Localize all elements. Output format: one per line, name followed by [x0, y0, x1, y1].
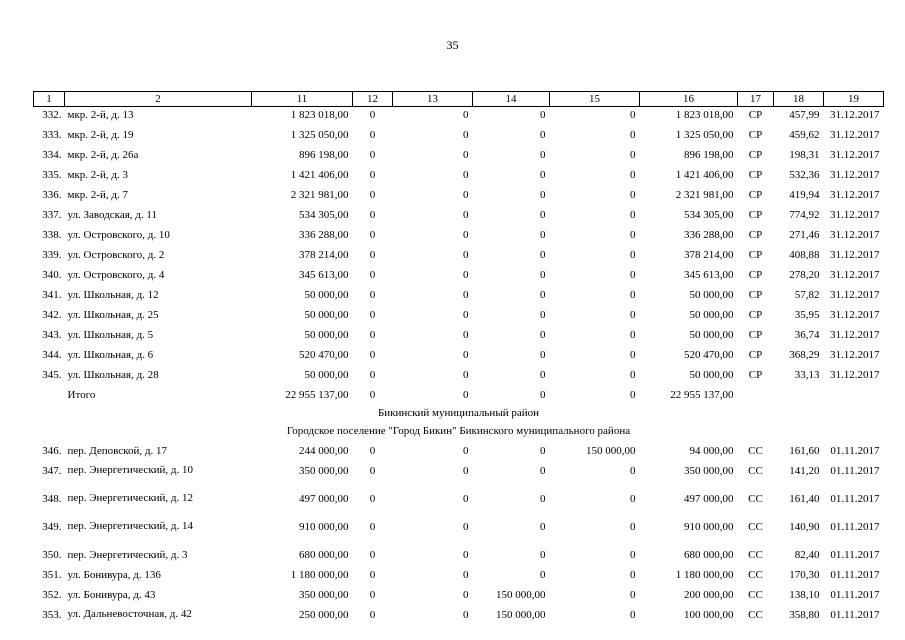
cell-col13: 0 [463, 609, 469, 621]
cell-col17: СР [748, 229, 763, 241]
cell-col14: 150 000,00 [496, 609, 546, 621]
cell-col19: 01.11.2017 [830, 465, 880, 477]
cell-col15: 0 [630, 309, 636, 321]
column-header: 13 [393, 92, 473, 107]
cell-col13: 0 [463, 209, 469, 221]
cell-col17: СР [748, 109, 763, 121]
cell-col11: 350 000,00 [299, 465, 349, 477]
cell-col15: 0 [630, 249, 636, 261]
cell-col13: 0 [463, 549, 469, 561]
address-cell: пер. Деповской, д. 17 [67, 445, 167, 457]
cell-col18: 278,20 [789, 269, 820, 281]
table-row [34, 167, 884, 187]
cell-col14: 0 [540, 129, 546, 141]
cell-col15: 0 [630, 589, 636, 601]
address-cell: ул. Островского, д. 4 [67, 269, 165, 281]
row-number: 333. [42, 129, 62, 141]
cell-col11: 378 214,00 [299, 249, 349, 261]
cell-col16: 896 198,00 [684, 149, 734, 161]
cell-col12: 0 [369, 149, 376, 161]
cell-col14: 0 [540, 249, 546, 261]
data-table [33, 91, 884, 635]
cell-col17: СС [748, 493, 763, 505]
cell-col16: 680 000,00 [684, 549, 734, 561]
cell-col19: 31.12.2017 [830, 229, 880, 241]
cell-col18: 774,92 [789, 209, 820, 221]
cell-col19: 31.12.2017 [830, 349, 880, 361]
cell-col16: 50 000,00 [689, 329, 734, 341]
cell-col14: 150 000,00 [496, 589, 546, 601]
total-col11: 22 955 137,00 [285, 389, 349, 401]
total-col15: 0 [630, 389, 636, 401]
cell-col13: 0 [463, 169, 469, 181]
address-cell: ул. Школьная, д. 25 [67, 309, 159, 321]
cell-col13: 0 [463, 369, 469, 381]
cell-col16: 50 000,00 [689, 309, 734, 321]
cell-col12: 0 [369, 249, 376, 261]
cell-col17: СС [748, 609, 763, 621]
total-col13: 0 [463, 389, 469, 401]
cell-col11: 680 000,00 [299, 549, 349, 561]
cell-col12: 0 [369, 609, 376, 621]
cell-col14: 0 [540, 209, 546, 221]
address-cell: ул. Бонивура, д. 136 [67, 569, 161, 581]
cell-col17: СР [748, 149, 763, 161]
cell-col13: 0 [463, 129, 469, 141]
cell-col13: 0 [463, 309, 469, 321]
row-number: 344. [42, 349, 62, 361]
cell-col15: 0 [630, 229, 636, 241]
cell-col12: 0 [369, 169, 376, 181]
cell-col14: 0 [540, 149, 546, 161]
table-row [34, 587, 884, 607]
cell-col14: 0 [540, 549, 546, 561]
cell-col16: 350 000,00 [684, 465, 734, 477]
row-number: 340. [42, 269, 62, 281]
table-body [34, 107, 884, 636]
cell-col15: 0 [630, 369, 636, 381]
row-number: 338. [42, 229, 62, 241]
total-label: Итого [67, 389, 96, 401]
table-row [34, 567, 884, 587]
cell-col13: 0 [463, 445, 469, 457]
cell-col19: 31.12.2017 [830, 369, 880, 381]
cell-col16: 1 421 406,00 [675, 169, 734, 181]
cell-col18: 138,10 [789, 589, 820, 601]
cell-col14: 0 [540, 309, 546, 321]
cell-col12: 0 [369, 269, 376, 281]
cell-col19: 31.12.2017 [830, 109, 880, 121]
column-header: 17 [738, 92, 774, 107]
cell-col11: 534 305,00 [299, 209, 349, 221]
table-row [34, 127, 884, 147]
row-number: 350. [42, 549, 62, 561]
column-header: 12 [353, 92, 393, 107]
cell-col12: 0 [369, 229, 376, 241]
cell-col15: 0 [630, 465, 636, 477]
column-header: 19 [824, 92, 884, 107]
table-row [34, 443, 884, 463]
cell-col17: СС [748, 445, 763, 457]
table-row [34, 367, 884, 387]
cell-col12: 0 [369, 589, 376, 601]
cell-col15: 0 [630, 329, 636, 341]
cell-col12: 0 [369, 465, 376, 477]
table-row [34, 307, 884, 327]
cell-col17: СР [748, 349, 763, 361]
cell-col11: 50 000,00 [304, 329, 349, 341]
cell-col19: 01.11.2017 [830, 549, 880, 561]
column-header: 16 [640, 92, 738, 107]
cell-col19: 01.11.2017 [830, 569, 880, 581]
cell-col16: 910 000,00 [684, 521, 734, 533]
cell-col12: 0 [369, 521, 376, 533]
row-number: 339. [42, 249, 62, 261]
table-row [34, 607, 884, 635]
table-row [34, 491, 884, 519]
column-header: 2 [65, 92, 252, 107]
cell-col18: 82,40 [794, 549, 820, 561]
table-row [34, 247, 884, 267]
row-number: 336. [42, 189, 62, 201]
total-col12: 0 [369, 389, 376, 401]
cell-col18: 35,95 [794, 309, 820, 321]
cell-col17: СС [748, 521, 763, 533]
cell-col14: 0 [540, 349, 546, 361]
address-cell: ул. Дальневосточная, д. 42 [67, 608, 192, 620]
cell-col19: 31.12.2017 [830, 289, 880, 301]
cell-col17: СР [748, 129, 763, 141]
cell-col12: 0 [369, 549, 376, 561]
cell-col16: 50 000,00 [689, 369, 734, 381]
cell-col19: 31.12.2017 [830, 329, 880, 341]
cell-col17: СС [748, 549, 763, 561]
table-row [34, 147, 884, 167]
cell-col14: 0 [540, 465, 546, 477]
cell-col12: 0 [369, 349, 376, 361]
cell-col11: 336 288,00 [299, 229, 349, 241]
cell-col18: 140,90 [789, 521, 820, 533]
cell-col12: 0 [369, 109, 376, 121]
cell-col16: 100 000,00 [684, 609, 734, 621]
cell-col14: 0 [540, 169, 546, 181]
cell-col11: 345 613,00 [299, 269, 349, 281]
row-number: 343. [42, 329, 62, 341]
cell-col17: СС [748, 589, 763, 601]
row-number: 332. [42, 109, 62, 121]
cell-col16: 2 321 981,00 [675, 189, 734, 201]
cell-col14: 0 [540, 329, 546, 341]
cell-col14: 0 [540, 229, 546, 241]
cell-col19: 31.12.2017 [830, 269, 880, 281]
empty-cell [824, 387, 884, 407]
cell-col15: 0 [630, 289, 636, 301]
cell-col15: 0 [630, 109, 636, 121]
cell-col13: 0 [463, 289, 469, 301]
cell-col11: 1 180 000,00 [290, 569, 349, 581]
cell-col11: 244 000,00 [299, 445, 349, 457]
cell-col18: 532,36 [789, 169, 820, 181]
column-header: 11 [252, 92, 353, 107]
cell-col13: 0 [463, 149, 469, 161]
cell-col12: 0 [369, 493, 376, 505]
cell-col15: 0 [630, 569, 636, 581]
cell-col13: 0 [463, 349, 469, 361]
row-number: 345. [42, 369, 62, 381]
cell-col15: 0 [630, 549, 636, 561]
cell-col17: СС [748, 465, 763, 477]
cell-col18: 419,94 [789, 189, 820, 201]
cell-col16: 50 000,00 [689, 289, 734, 301]
cell-col19: 01.11.2017 [830, 521, 880, 533]
column-header: 18 [774, 92, 824, 107]
total-col14: 0 [540, 389, 546, 401]
cell-col15: 0 [630, 149, 636, 161]
address-cell: пер. Энергетический, д. 3 [67, 549, 188, 561]
cell-col11: 50 000,00 [304, 289, 349, 301]
cell-col11: 350 000,00 [299, 589, 349, 601]
cell-col14: 0 [540, 369, 546, 381]
address-cell: ул. Школьная, д. 28 [67, 369, 159, 381]
cell-col19: 31.12.2017 [830, 249, 880, 261]
address-cell: ул. Школьная, д. 12 [67, 289, 159, 301]
cell-col11: 497 000,00 [299, 493, 349, 505]
cell-col12: 0 [369, 309, 376, 321]
cell-col18: 457,99 [789, 109, 820, 121]
cell-col17: СР [748, 249, 763, 261]
cell-col15: 150 000,00 [586, 445, 636, 457]
cell-col18: 198,31 [789, 149, 820, 161]
cell-col18: 161,60 [789, 445, 820, 457]
row-number: 347. [42, 465, 62, 477]
row-number: 342. [42, 309, 62, 321]
column-header: 1 [34, 92, 65, 107]
cell-col18: 271,46 [789, 229, 820, 241]
row-number: 346. [42, 445, 62, 457]
cell-col11: 520 470,00 [299, 349, 349, 361]
cell-col12: 0 [369, 329, 376, 341]
header-row [34, 92, 884, 107]
cell-col19: 31.12.2017 [830, 149, 880, 161]
cell-col11: 50 000,00 [304, 369, 349, 381]
section-heading-row [34, 425, 884, 443]
empty-cell [774, 387, 824, 407]
cell-col19: 31.12.2017 [830, 209, 880, 221]
cell-col14: 0 [540, 109, 546, 121]
section-heading-row [34, 407, 884, 425]
address-cell: мкр. 2-й, д. 3 [67, 169, 128, 181]
cell-col15: 0 [630, 609, 636, 621]
cell-col16: 520 470,00 [684, 349, 734, 361]
address-cell: мкр. 2-й, д. 19 [67, 129, 134, 141]
cell-col16: 378 214,00 [684, 249, 734, 261]
address-cell: ул. Школьная, д. 6 [67, 349, 154, 361]
cell-col17: СР [748, 269, 763, 281]
cell-col17: СР [748, 189, 763, 201]
cell-col15: 0 [630, 521, 636, 533]
row-number: 348. [42, 493, 62, 505]
row-number: 353. [42, 609, 62, 621]
cell-col17: СР [748, 289, 763, 301]
cell-col13: 0 [463, 329, 469, 341]
cell-col19: 31.12.2017 [830, 129, 880, 141]
cell-col13: 0 [463, 109, 469, 121]
cell-col15: 0 [630, 269, 636, 281]
cell-col17: СР [748, 369, 763, 381]
cell-col13: 0 [463, 465, 469, 477]
cell-col13: 0 [463, 229, 469, 241]
cell-col16: 94 000,00 [689, 445, 734, 457]
address-cell: пер. Энергетический, д. 14 [67, 520, 194, 532]
cell-col11: 910 000,00 [299, 521, 349, 533]
cell-col11: 896 198,00 [299, 149, 349, 161]
table-row [34, 463, 884, 491]
address-cell: ул. Островского, д. 10 [67, 229, 170, 241]
cell-col14: 0 [540, 289, 546, 301]
cell-col17: СР [748, 329, 763, 341]
column-header: 15 [550, 92, 640, 107]
empty-cell [34, 387, 65, 407]
cell-col15: 0 [630, 349, 636, 361]
cell-col16: 345 613,00 [684, 269, 734, 281]
cell-col18: 408,88 [789, 249, 820, 261]
row-number: 351. [42, 569, 62, 581]
cell-col17: СР [748, 169, 763, 181]
cell-col19: 31.12.2017 [830, 189, 880, 201]
cell-col18: 33,13 [794, 369, 820, 381]
table-row [34, 287, 884, 307]
cell-col15: 0 [630, 493, 636, 505]
cell-col18: 36,74 [794, 329, 820, 341]
cell-col19: 01.11.2017 [830, 445, 880, 457]
cell-col16: 1 823 018,00 [675, 109, 734, 121]
table-row [34, 547, 884, 567]
cell-col11: 1 421 406,00 [290, 169, 349, 181]
cell-col16: 497 000,00 [684, 493, 734, 505]
cell-col17: СС [748, 569, 763, 581]
total-col16: 22 955 137,00 [670, 389, 734, 401]
cell-col18: 57,82 [794, 289, 820, 301]
cell-col11: 1 325 050,00 [290, 129, 349, 141]
cell-col13: 0 [463, 589, 469, 601]
row-number: 341. [42, 289, 62, 301]
cell-col14: 0 [540, 445, 546, 457]
cell-col11: 2 321 981,00 [290, 189, 349, 201]
address-cell: мкр. 2-й, д. 7 [67, 189, 128, 201]
cell-col18: 358,80 [789, 609, 820, 621]
cell-col11: 250 000,00 [299, 609, 349, 621]
cell-col11: 1 823 018,00 [290, 109, 349, 121]
table-row [34, 207, 884, 227]
cell-col16: 534 305,00 [684, 209, 734, 221]
cell-col15: 0 [630, 189, 636, 201]
table-row [34, 107, 884, 128]
empty-cell [738, 387, 774, 407]
cell-col16: 200 000,00 [684, 589, 734, 601]
table-row [34, 347, 884, 367]
address-cell: пер. Энергетический, д. 10 [67, 464, 194, 476]
cell-col18: 161,40 [789, 493, 820, 505]
cell-col18: 141,20 [789, 465, 820, 477]
cell-col19: 01.11.2017 [830, 589, 880, 601]
column-header: 14 [473, 92, 550, 107]
cell-col12: 0 [369, 445, 376, 457]
table-row [34, 267, 884, 287]
section-heading: Городское поселение "Город Бикин" Бикинского муниципального района [286, 425, 631, 437]
row-number: 337. [42, 209, 62, 221]
cell-col12: 0 [369, 569, 376, 581]
cell-col12: 0 [369, 369, 376, 381]
cell-col15: 0 [630, 129, 636, 141]
address-cell: мкр. 2-й, д. 26а [67, 149, 139, 161]
page-number: 35 [446, 38, 459, 52]
address-cell: ул. Бонивура, д. 43 [67, 589, 156, 601]
table-row [34, 187, 884, 207]
section-heading: Бикинский муниципальный район [377, 407, 540, 419]
cell-col13: 0 [463, 569, 469, 581]
cell-col18: 170,30 [789, 569, 820, 581]
cell-col16: 1 180 000,00 [675, 569, 734, 581]
cell-col19: 01.11.2017 [830, 493, 880, 505]
cell-col19: 31.12.2017 [830, 309, 880, 321]
cell-col12: 0 [369, 129, 376, 141]
cell-col14: 0 [540, 493, 546, 505]
cell-col18: 368,29 [789, 349, 820, 361]
cell-col13: 0 [463, 493, 469, 505]
address-cell: ул. Заводская, д. 11 [67, 209, 157, 221]
cell-col14: 0 [540, 189, 546, 201]
cell-col12: 0 [369, 289, 376, 301]
cell-col16: 336 288,00 [684, 229, 734, 241]
cell-col13: 0 [463, 249, 469, 261]
cell-col19: 31.12.2017 [830, 169, 880, 181]
cell-col15: 0 [630, 209, 636, 221]
cell-col14: 0 [540, 521, 546, 533]
cell-col19: 01.11.2017 [830, 609, 880, 621]
cell-col11: 50 000,00 [304, 309, 349, 321]
row-number: 334. [42, 149, 62, 161]
cell-col14: 0 [540, 269, 546, 281]
table-row [34, 327, 884, 347]
total-row [34, 387, 884, 407]
cell-col14: 0 [540, 569, 546, 581]
table-row [34, 519, 884, 547]
cell-col17: СР [748, 209, 763, 221]
address-cell: ул. Островского, д. 2 [67, 249, 165, 261]
cell-col13: 0 [463, 521, 469, 533]
cell-col12: 0 [369, 209, 376, 221]
address-cell: пер. Энергетический, д. 12 [67, 492, 194, 504]
table-row [34, 227, 884, 247]
cell-col15: 0 [630, 169, 636, 181]
row-number: 335. [42, 169, 62, 181]
cell-col13: 0 [463, 189, 469, 201]
cell-col18: 459,62 [789, 129, 820, 141]
row-number: 352. [42, 589, 62, 601]
cell-col16: 1 325 050,00 [675, 129, 734, 141]
cell-col13: 0 [463, 269, 469, 281]
row-number: 349. [42, 521, 62, 533]
address-cell: мкр. 2-й, д. 13 [67, 109, 134, 121]
cell-col17: СР [748, 309, 763, 321]
address-cell: ул. Школьная, д. 5 [67, 329, 154, 341]
cell-col12: 0 [369, 189, 376, 201]
